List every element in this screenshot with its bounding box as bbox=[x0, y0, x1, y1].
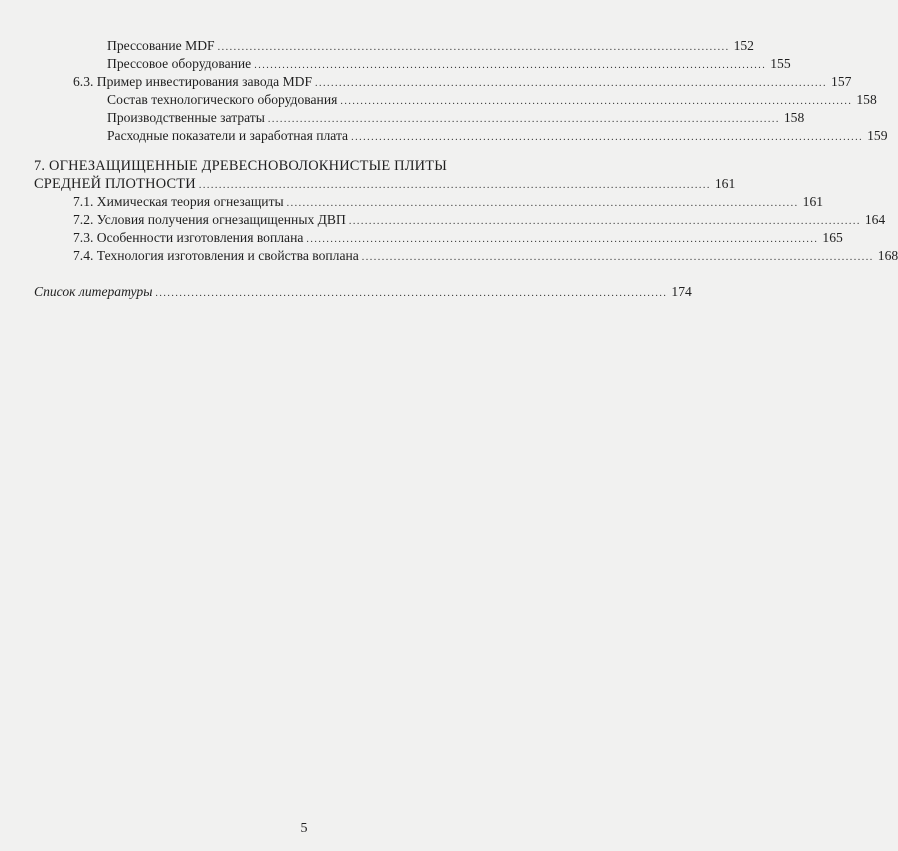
chapter-heading: 7. ОГНЕЗАЩИЩЕННЫЕ ДРЕВЕСНОВОЛОКНИСТЫЕ ПЛИТЫ bbox=[34, 158, 448, 174]
toc-entry-title: 7.1. Химическая теория огнезащиты bbox=[73, 194, 284, 209]
toc-entry bbox=[73, 73, 852, 91]
toc-entry-title: 7.2. Условия получения огнезащищенных ДВП bbox=[73, 212, 346, 227]
toc-leader-dots: ................................................................................................................................ bbox=[306, 234, 819, 245]
toc-entry-title: Список литературы bbox=[34, 284, 153, 299]
toc-entry bbox=[73, 229, 843, 247]
chapter-heading-page: 161 bbox=[714, 176, 736, 191]
toc-leader-dots: ................................................................................................................................ bbox=[217, 42, 730, 53]
chapter-heading-title: СРЕДНЕЙ ПЛОТНОСТИ bbox=[34, 176, 196, 192]
toc-leader-dots: ................................................................................................................................ bbox=[351, 132, 864, 143]
toc-entry bbox=[107, 37, 754, 55]
toc-leader-dots: ................................................................................................................................ bbox=[315, 78, 828, 89]
chapter-heading-line bbox=[34, 175, 736, 193]
toc-leader-dots: ................................................................................................................................ bbox=[254, 60, 767, 71]
toc-entry-title: 7.4. Технология изготовления и свойства воплана bbox=[73, 248, 359, 263]
toc-entry bbox=[73, 193, 824, 211]
toc-entry-title: 6.3. Пример инвестирования завода MDF bbox=[73, 74, 313, 89]
page-number: 5 bbox=[300, 821, 308, 836]
toc-entry bbox=[107, 127, 888, 145]
toc-entry bbox=[73, 247, 898, 265]
toc-entry bbox=[107, 55, 791, 73]
toc-entry-title: Расходные показатели и заработная плата bbox=[107, 128, 349, 143]
toc-entry-page: 157 bbox=[831, 74, 852, 89]
toc-entry-page: 174 bbox=[671, 284, 692, 299]
toc-leader-dots: ................................................................................................................................ bbox=[198, 180, 711, 191]
toc-entry bbox=[107, 109, 805, 127]
toc-entry-page: 168 bbox=[877, 248, 898, 263]
toc-entry-page: 164 bbox=[864, 212, 886, 227]
toc-entry-page: 161 bbox=[802, 194, 824, 209]
toc-leader-dots: ................................................................................................................................ bbox=[340, 96, 853, 107]
toc-entry-page: 159 bbox=[867, 128, 888, 143]
toc-entry bbox=[73, 211, 886, 229]
toc-entry-page: 165 bbox=[822, 230, 843, 245]
toc-entry-title: Состав технологического оборудования bbox=[107, 92, 338, 107]
toc-entry-title: Производственные затраты bbox=[107, 110, 265, 125]
toc-leader-dots: ................................................................................................................................ bbox=[155, 288, 668, 299]
toc-entry-page: 152 bbox=[733, 38, 754, 53]
toc-leader-dots: ................................................................................................................................ bbox=[286, 198, 799, 209]
toc-entry-title: Прессовое оборудование bbox=[107, 56, 252, 71]
toc-leader-dots: ................................................................................................................................ bbox=[267, 114, 780, 125]
toc-leader-dots: ................................................................................................................................ bbox=[361, 252, 874, 263]
toc-entry-title: 7.3. Особенности изготовления воплана bbox=[73, 230, 304, 245]
toc-entry-page: 158 bbox=[783, 110, 805, 125]
toc-entry-page: 155 bbox=[770, 56, 791, 71]
toc-entry bbox=[107, 91, 877, 109]
toc-entry-title: Прессование MDF bbox=[107, 38, 215, 53]
toc-entry-references bbox=[34, 283, 692, 301]
toc-entry-page: 158 bbox=[856, 92, 877, 107]
toc-leader-dots: ................................................................................................................................ bbox=[348, 216, 861, 227]
